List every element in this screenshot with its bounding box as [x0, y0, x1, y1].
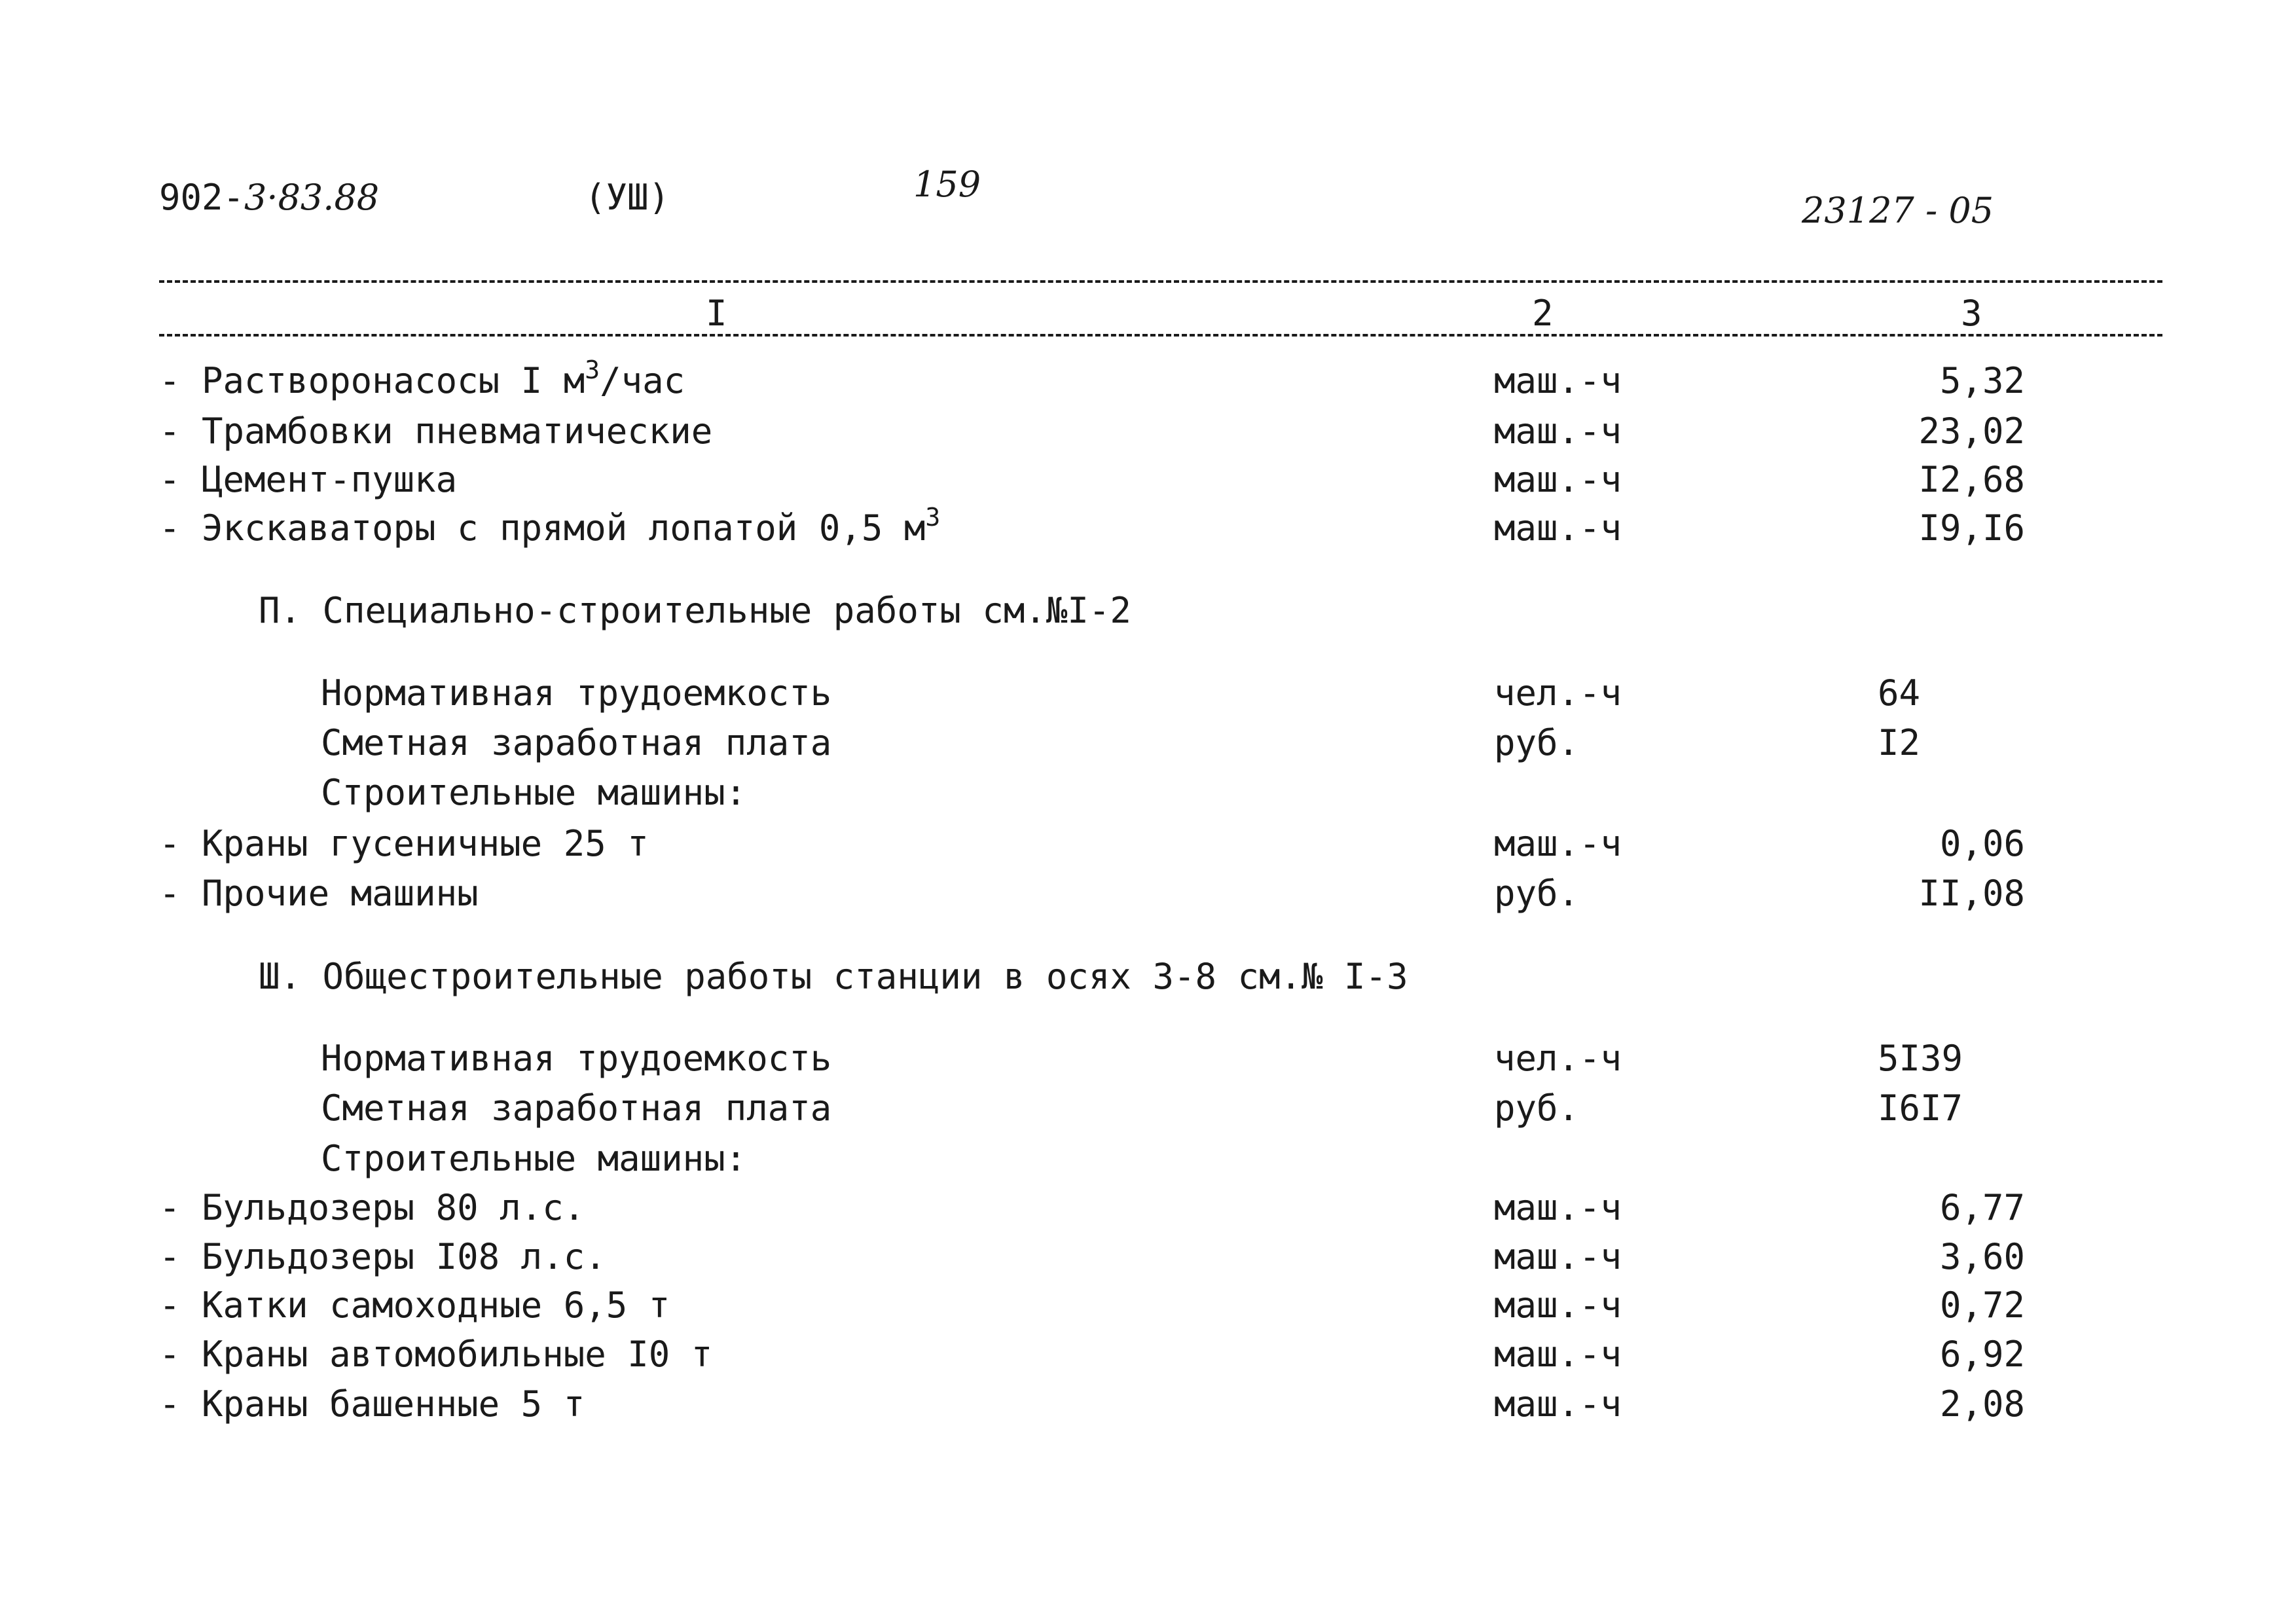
- row-mortar-pumps-unit: маш.-ч: [1494, 360, 1622, 401]
- section-2-wage-unit: руб.: [1494, 722, 1580, 763]
- section-2-machines-label: Строительные машины:: [321, 772, 747, 813]
- row-bulldozers-108-name: - Бульдозеры I08 л.с.: [159, 1236, 606, 1277]
- section-2-wage-value: I2: [1878, 722, 1921, 763]
- row-bulldozers-80-value: 6,77: [1939, 1187, 2025, 1228]
- row-crawler-cranes-value: 0,06: [1939, 823, 2025, 864]
- document-code-prefix: 902-: [159, 177, 245, 218]
- dashed-rule-top: [159, 280, 2162, 283]
- section-3-labor-value: 5I39: [1878, 1038, 1963, 1079]
- row-tower-cranes-name: - Краны башенные 5 т: [159, 1383, 585, 1425]
- section-3-title: Ш. Общестроительные работы станции в осях 3-8 см.№ I-3: [259, 956, 1408, 997]
- row-pneumatic-rammers-unit: маш.-ч: [1494, 410, 1622, 452]
- row-mortar-pumps-value: 5,32: [1939, 360, 2025, 401]
- row-bulldozers-80-name: - Бульдозеры 80 л.с.: [159, 1187, 585, 1228]
- row-excavators-unit: маш.-ч: [1494, 507, 1622, 549]
- document-code-handwritten: 3·83.88: [244, 177, 380, 218]
- section-2-labor-unit: чел.-ч: [1494, 672, 1622, 714]
- row-other-machines-name: - Прочие машины: [159, 873, 479, 914]
- row-crawler-cranes-unit: маш.-ч: [1494, 823, 1622, 864]
- row-truck-cranes-name: - Краны автомобильные I0 т: [159, 1334, 713, 1375]
- row-bulldozers-108-value: 3,60: [1939, 1236, 2025, 1277]
- row-cement-gun-name: - Цемент-пушка: [159, 459, 458, 500]
- column-header-2: 2: [1532, 293, 1554, 334]
- row-bulldozers-80-unit: маш.-ч: [1494, 1187, 1622, 1228]
- row-truck-cranes-unit: маш.-ч: [1494, 1334, 1622, 1375]
- section-2-title: П. Специально-строительные работы см.№I-2: [259, 590, 1131, 631]
- section-3-machines-label: Строительные машины:: [321, 1138, 747, 1179]
- section-3-wage-unit: руб.: [1494, 1087, 1580, 1129]
- row-rollers-name: - Катки самоходные 6,5 т: [159, 1285, 670, 1326]
- volume-label: (УШ): [585, 177, 670, 218]
- section-2-labor-value: 64: [1878, 672, 1921, 714]
- row-cement-gun-unit: маш.-ч: [1494, 459, 1622, 500]
- row-rollers-unit: маш.-ч: [1494, 1285, 1622, 1326]
- column-header-1: I: [706, 293, 727, 334]
- row-pneumatic-rammers-name: - Трамбовки пневматические: [159, 410, 713, 452]
- row-other-machines-unit: руб.: [1494, 873, 1580, 914]
- page-number-handwritten: 159: [913, 164, 981, 205]
- section-3-labor-label: Нормативная трудоемкость: [321, 1038, 832, 1079]
- row-tower-cranes-value: 2,08: [1939, 1383, 2025, 1425]
- section-2-wage-label: Сметная заработная плата: [321, 722, 832, 763]
- row-cement-gun-value: I2,68: [1918, 459, 2025, 500]
- row-rollers-value: 0,72: [1939, 1285, 2025, 1326]
- row-tower-cranes-unit: маш.-ч: [1494, 1383, 1622, 1425]
- row-other-machines-value: II,08: [1918, 873, 2025, 914]
- section-2-labor-label: Нормативная трудоемкость: [321, 672, 832, 714]
- row-excavators-value: I9,I6: [1918, 507, 2025, 549]
- section-3-labor-unit: чел.-ч: [1494, 1038, 1622, 1079]
- row-crawler-cranes-name: - Краны гусеничные 25 т: [159, 823, 649, 864]
- document-code: [159, 177, 380, 218]
- row-excavators-name: - Экскаваторы с прямой лопатой 0,5 $м^3$: [159, 503, 941, 549]
- row-mortar-pumps-name: - Растворонасосы I $м^3$/час: [159, 356, 685, 401]
- column-header-3: 3: [1961, 293, 1982, 334]
- inventory-number-handwritten: 23127 - 05: [1802, 190, 1994, 231]
- section-3-wage-value: I6I7: [1878, 1087, 1963, 1129]
- section-3-wage-label: Сметная заработная плата: [321, 1087, 832, 1129]
- row-bulldozers-108-unit: маш.-ч: [1494, 1236, 1622, 1277]
- row-pneumatic-rammers-value: 23,02: [1918, 410, 2025, 452]
- dashed-rule-bottom: [159, 334, 2162, 337]
- row-truck-cranes-value: 6,92: [1939, 1334, 2025, 1375]
